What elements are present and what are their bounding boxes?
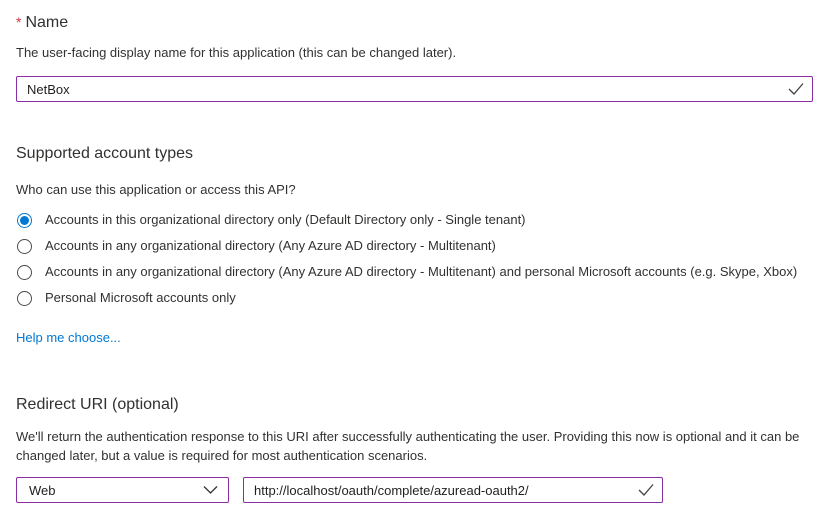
account-types-question: Who can use this application or access this API? <box>16 182 296 197</box>
platform-select-value: Web <box>29 482 56 498</box>
name-section-heading <box>16 12 813 33</box>
help-link-wrapper <box>16 329 813 347</box>
radio-option-single-tenant[interactable] <box>16 207 813 233</box>
name-field-wrapper <box>16 76 813 102</box>
radio-button-icon[interactable] <box>17 291 32 306</box>
account-types-radio-group <box>16 207 813 311</box>
redirect-uri-input[interactable] <box>243 477 663 503</box>
account-types-heading: Supported account types <box>16 145 194 162</box>
radio-button-icon[interactable] <box>17 265 32 280</box>
radio-button-icon[interactable] <box>17 213 32 228</box>
name-section-title: Name <box>25 14 69 31</box>
chevron-down-icon <box>203 486 218 495</box>
name-section-description: The user-facing display name for this application (this can be changed later). <box>16 45 457 60</box>
redirect-uri-row <box>16 477 813 503</box>
radio-option-label: Accounts in any organizational directory (Any Azure AD directory - Multitenant) and personal Microsoft accounts (e.g. Skype, Xbox) <box>45 264 798 279</box>
redirect-uri-heading: Redirect URI (optional) <box>16 396 179 413</box>
platform-select-dropdown[interactable] <box>16 477 229 503</box>
radio-option-personal-only[interactable] <box>16 285 813 311</box>
help-me-choose-link[interactable]: Help me choose... <box>16 330 121 345</box>
app-name-input[interactable] <box>16 76 813 102</box>
radio-option-label: Accounts in any organizational directory (Any Azure AD directory - Multitenant) <box>45 238 496 253</box>
radio-option-multitenant-personal[interactable] <box>16 259 813 285</box>
radio-button-icon[interactable] <box>17 239 32 254</box>
radio-option-label: Personal Microsoft accounts only <box>45 290 236 305</box>
radio-option-multitenant[interactable] <box>16 233 813 259</box>
radio-option-label: Accounts in this organizational directory only (Default Directory only - Single tenant) <box>45 212 526 227</box>
redirect-uri-description: We'll return the authentication response to this URI after successfully authenticating the user. Providing this now is optional and it can be changed later, but a value is required for most authentication scenarios. <box>16 429 800 463</box>
uri-field-wrapper <box>243 477 663 503</box>
required-marker: * <box>16 14 22 30</box>
